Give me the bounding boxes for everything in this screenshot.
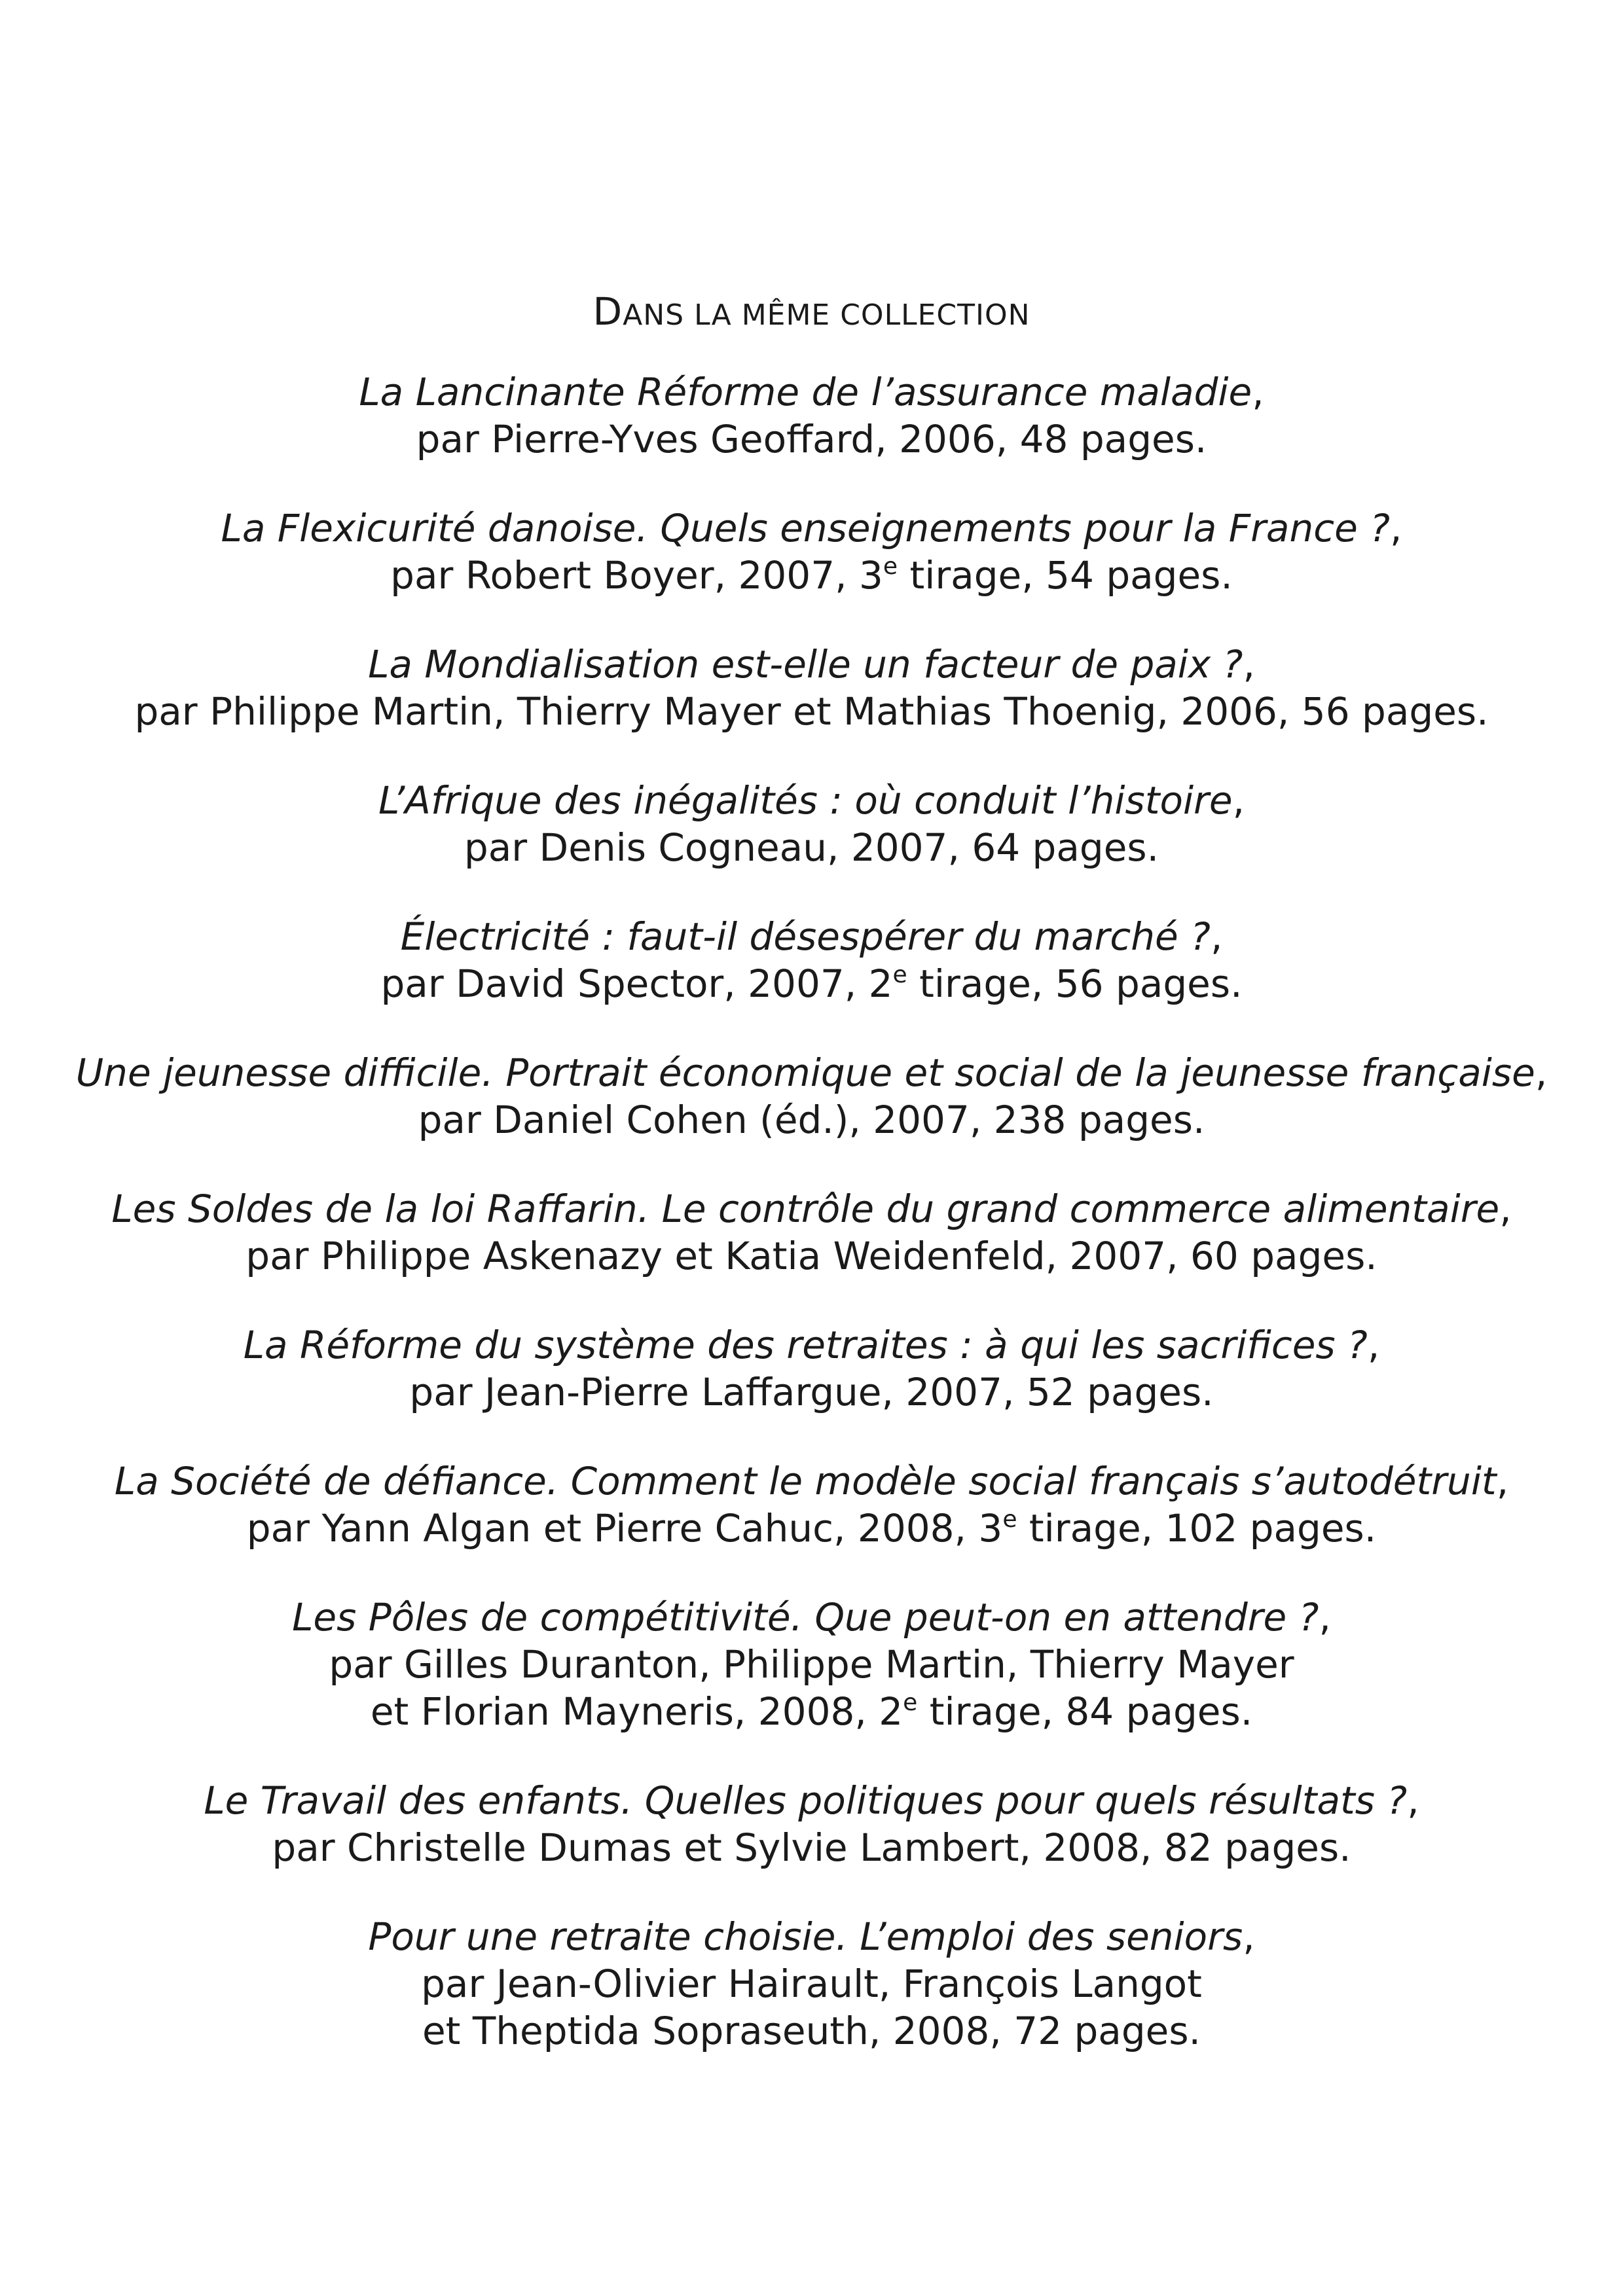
list-item <box>0 913 1623 1007</box>
entry-title-line <box>0 913 1623 960</box>
book-details: par Daniel Cohen (éd.), 2007, 238 pages. <box>418 1098 1205 1142</box>
title-comma: , <box>1496 1459 1509 1503</box>
title-comma: , <box>1390 506 1402 550</box>
list-item <box>0 505 1623 599</box>
entry-title-line <box>0 1913 1623 1960</box>
book-title: La Flexicurité danoise. Quels enseignements pour la France ? <box>221 506 1391 550</box>
title-comma: , <box>1535 1050 1548 1095</box>
book-details: par Philippe Askenazy et Katia Weidenfeld, 2007, 60 pages. <box>246 1234 1377 1278</box>
title-comma: , <box>1232 778 1245 823</box>
heading-initial: D <box>593 289 623 334</box>
ordinal-superscript: e <box>892 961 907 988</box>
book-title: La Réforme du système des retraites : à qui les sacrifices ? <box>243 1323 1368 1367</box>
list-item <box>0 641 1623 735</box>
entry-title-line <box>0 1185 1623 1232</box>
book-details <box>0 552 1623 599</box>
details-part: par Yann Algan et Pierre Cahuc, 2008, 3 <box>246 1506 1003 1551</box>
book-details: par Gilles Duranton, Philippe Martin, Thierry Mayer <box>329 1642 1294 1687</box>
book-details: par Jean-Pierre Laffargue, 2007, 52 pages. <box>409 1370 1214 1414</box>
book-title: Les Pôles de compétitivité. Que peut-on en attendre ? <box>292 1595 1319 1640</box>
details-part: et Florian Mayneris, 2008, 2 <box>370 1689 903 1734</box>
entry-title-line <box>0 368 1623 416</box>
book-title: Électricité : faut-il désespérer du marché ? <box>400 914 1211 959</box>
entry-title-line <box>0 1594 1623 1641</box>
list-item <box>0 1321 1623 1416</box>
details-part: tirage, 102 pages. <box>1017 1506 1377 1551</box>
title-comma: , <box>1210 914 1223 959</box>
details-part: tirage, 84 pages. <box>917 1689 1253 1734</box>
title-comma: , <box>1243 642 1255 687</box>
list-item <box>0 1458 1623 1552</box>
book-details: par Philippe Martin, Thierry Mayer et Mathias Thoenig, 2006, 56 pages. <box>134 689 1489 734</box>
details-part: tirage, 54 pages. <box>898 553 1233 598</box>
entry-title-line <box>0 777 1623 824</box>
list-item <box>0 1777 1623 1871</box>
title-comma: , <box>1243 1914 1255 1959</box>
list-item <box>0 1594 1623 1735</box>
heading-rest: ANS LA MÊME COLLECTION <box>623 298 1030 332</box>
book-title: La Mondialisation est-elle un facteur de paix ? <box>368 642 1243 687</box>
entry-title-line <box>0 1049 1623 1096</box>
book-details: et Theptida Sopraseuth, 2008, 72 pages. <box>422 2009 1201 2053</box>
entry-title-line <box>0 1777 1623 1824</box>
collection-heading <box>0 288 1623 339</box>
list-item <box>0 1049 1623 1143</box>
book-details <box>0 1505 1623 1552</box>
book-details: par Pierre-Yves Geoffard, 2006, 48 pages. <box>416 417 1207 461</box>
ordinal-superscript: e <box>1002 1506 1017 1533</box>
book-title: Pour une retraite choisie. L’emploi des seniors <box>368 1914 1243 1959</box>
list-item <box>0 1913 1623 2054</box>
entry-title-line <box>0 641 1623 688</box>
title-comma: , <box>1367 1323 1380 1367</box>
book-title: Une jeunesse difficile. Portrait économique et social de la jeunesse française <box>75 1050 1535 1095</box>
ordinal-superscript: e <box>903 1689 918 1716</box>
details-part: par David Spector, 2007, 2 <box>380 961 893 1006</box>
book-title: La Société de défiance. Comment le modèle social français s’autodétruit <box>114 1459 1497 1503</box>
book-list <box>0 368 1623 2096</box>
book-title: Le Travail des enfants. Quelles politiques pour quels résultats ? <box>204 1778 1408 1823</box>
list-item <box>0 1185 1623 1280</box>
entry-title-line <box>0 505 1623 552</box>
book-details: par Christelle Dumas et Sylvie Lambert, 2008, 82 pages. <box>272 1825 1351 1870</box>
title-comma: , <box>1407 1778 1419 1823</box>
book-details: par Denis Cogneau, 2007, 64 pages. <box>464 825 1159 870</box>
book-details: par Jean-Olivier Hairault, François Langot <box>421 1962 1202 2006</box>
entry-title-line <box>0 1458 1623 1505</box>
title-comma: , <box>1319 1595 1331 1640</box>
book-title: Les Soldes de la loi Raffarin. Le contrôle du grand commerce alimentaire <box>111 1187 1500 1231</box>
book-title: La Lancinante Réforme de l’assurance maladie <box>359 370 1252 414</box>
details-part: par Robert Boyer, 2007, 3 <box>390 553 883 598</box>
entry-title-line <box>0 1321 1623 1369</box>
ordinal-superscript: e <box>883 553 898 580</box>
title-comma: , <box>1499 1187 1512 1231</box>
list-item <box>0 368 1623 463</box>
details-part: tirage, 56 pages. <box>907 961 1243 1006</box>
book-details <box>0 960 1623 1007</box>
book-title: L’Afrique des inégalités : où conduit l’histoire <box>378 778 1233 823</box>
book-details <box>0 1688 1623 1735</box>
title-comma: , <box>1252 370 1264 414</box>
list-item <box>0 777 1623 871</box>
